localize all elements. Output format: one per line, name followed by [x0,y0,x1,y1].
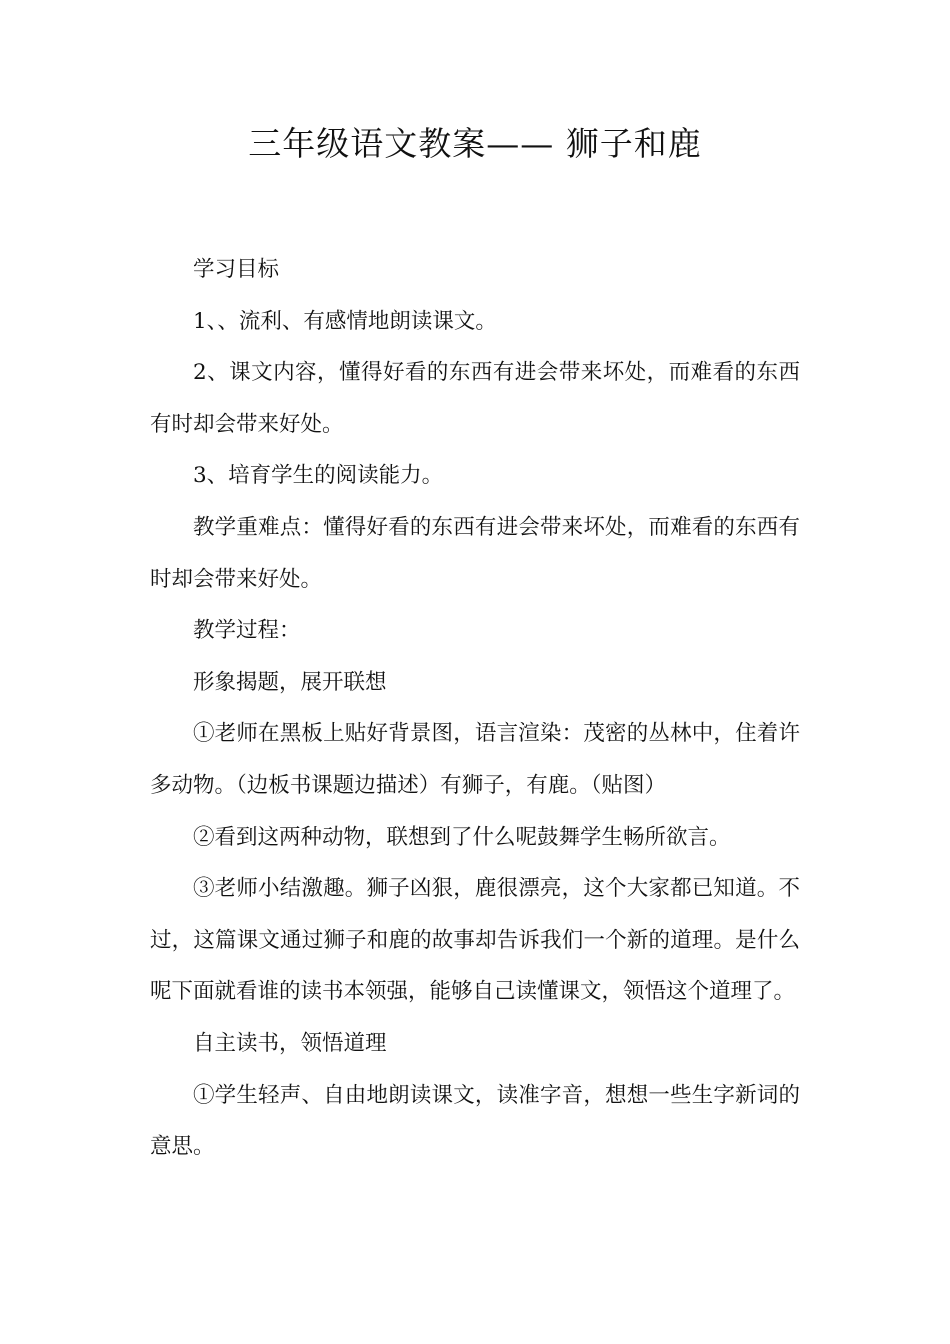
intro-step-3: ③老师小结激趣。狮子凶狠，鹿很漂亮，这个大家都已知道。不过，这篇课文通过狮子和鹿的故事却告诉我们一个新的道理。是什么呢下面就看谁的读书本领强，能够自己读懂课文，领悟这个道理了。 [150,876,800,1005]
intro-step-1: ①老师在黑板上贴好背景图，语言渲染：茂密的丛林中，住着许多动物。（边板书课题边描述）有狮子，有鹿。（贴图） [150,721,800,798]
heading-learning-goals: 学习目标 [193,257,280,282]
section-heading-intro: 形象揭题，展开联想 [193,669,387,695]
document-title: 三年级语文教案—— 狮子和鹿 [248,124,702,163]
heading-teaching-process: 教学过程： [193,618,301,644]
goal-item-3: 3、培育学生的阅读能力。 [193,463,444,489]
goal-item-2: 2、课文内容，懂得好看的东西有进会带来坏处，而难看的东西有时却会带来好处。 [150,360,800,437]
teaching-key-points: 教学重难点：懂得好看的东西有进会带来坏处，而难看的东西有时却会带来好处。 [150,514,800,592]
document-body [150,244,800,1173]
goal-item-1: 1、、流利、有感情地朗读课文。 [193,308,497,334]
intro-step-2: ②看到这两种动物，联想到了什么呢鼓舞学生畅所欲言。 [193,824,731,850]
section-heading-self-reading: 自主读书，领悟道理 [193,1030,387,1056]
reading-step-1: ①学生轻声、自由地朗读课文，读准字音，想想一些生字新词的意思。 [150,1082,800,1160]
